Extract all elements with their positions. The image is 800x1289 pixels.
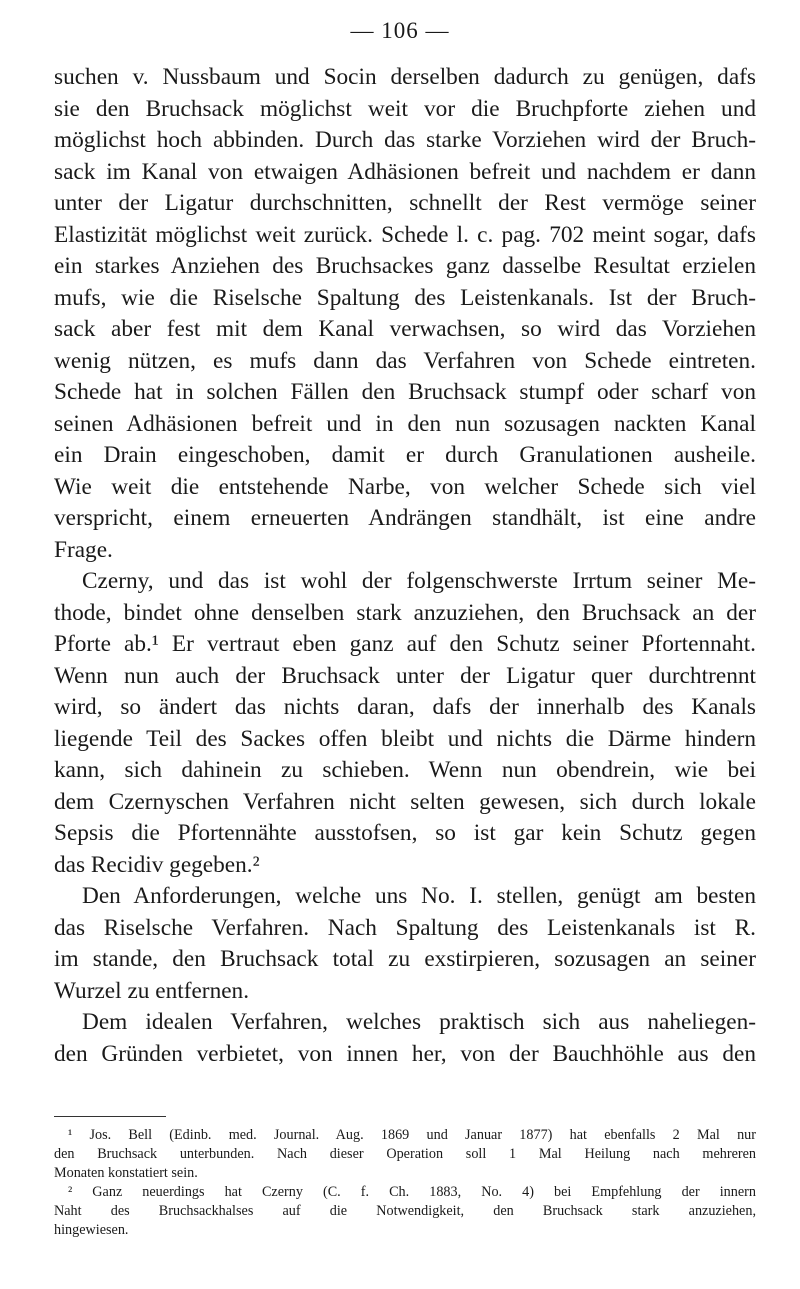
text-line: wird, so ändert das nichts daran, dafs der innerhalb des Kanals — [54, 694, 756, 720]
footnote-divider — [54, 1116, 166, 1117]
text-line: das Recidiv gegeben.² — [54, 851, 260, 878]
text-line: dem Czernyschen Verfahren nicht selten gewesen, sich durch lokale — [54, 788, 756, 815]
footnote-line: Monaten konstatiert sein. — [54, 1165, 198, 1181]
text-line: im stande, den Bruchsack total zu exstirpieren, sozusagen an seiner — [54, 946, 756, 972]
text-line: unter der Ligatur durchschnitten, schnellt der Rest vermöge seiner — [54, 190, 756, 216]
footnote-line: ² Ganz neuerdings hat Czerny (C. f. Ch. 1883, No. 4) bei Empfehlung der innern — [68, 1184, 756, 1200]
text-line: möglichst hoch abbinden. Durch das starke Vorziehen wird der Bruch- — [54, 127, 756, 153]
text-line: ein starkes Anziehen des Bruchsackes ganz dasselbe Resultat erzielen — [54, 253, 756, 279]
footnotes — [54, 1126, 756, 1240]
text-line: sack aber fest mit dem Kanal verwachsen, so wird das Vorziehen — [54, 316, 756, 342]
text-line: Wurzel zu entfernen. — [54, 977, 250, 1004]
text-line: Elastizität möglichst weit zurück. Schede l. c. pag. 702 meint sogar, dafs — [54, 221, 756, 248]
text-line: kann, sich dahinein zu schieben. Wenn nun obendrein, wie bei — [54, 757, 756, 783]
body-text — [54, 62, 756, 1070]
text-line: sie den Bruchsack möglichst weit vor die Bruchpforte ziehen und — [54, 95, 756, 122]
text-line: Dem idealen Verfahren, welches praktisch sich aus naheliegen- — [82, 1009, 756, 1035]
text-line: suchen v. Nussbaum und Socin derselben dadurch zu genügen, dafs — [54, 64, 756, 90]
footnote-line: ¹ Jos. Bell (Edinb. med. Journal. Aug. 1869 und Januar 1877) hat ebenfalls 2 Mal nur — [68, 1127, 756, 1143]
footnote-line: hingewiesen. — [54, 1222, 129, 1238]
text-line: das Riselsche Verfahren. Nach Spaltung des Leistenkanals ist R. — [54, 914, 756, 941]
text-line: Den Anforderungen, welche uns No. I. stellen, genügt am besten — [82, 883, 756, 909]
text-line: wenig nützen, es mufs dann das Verfahren von Schede eintreten. — [54, 347, 756, 374]
text-line: sack im Kanal von etwaigen Adhäsionen befreit und nachdem er dann — [54, 158, 756, 185]
text-line: den Gründen verbietet, von innen her, von der Bauchhöhle aus den — [54, 1040, 756, 1067]
page-number: — 106 — — [350, 18, 450, 43]
text-line: Wenn nun auch der Bruchsack unter der Ligatur quer durchtrennt — [54, 662, 756, 689]
text-line: liegende Teil des Sackes offen bleibt und nichts die Därme hindern — [54, 725, 756, 752]
text-line: Pforte ab.¹ Er vertraut eben ganz auf den Schutz seiner Pfortennaht. — [54, 631, 756, 657]
text-line: thode, bindet ohne denselben stark anzuziehen, den Bruchsack an der — [54, 599, 756, 626]
footnote-line: Naht des Bruchsackhalses auf die Notwendigkeit, den Bruchsack stark anzuziehen, — [54, 1203, 756, 1219]
text-line: Wie weit die entstehende Narbe, von welcher Schede sich viel — [54, 473, 756, 500]
text-line: seinen Adhäsionen befreit und in den nun sozusagen nackten Kanal — [54, 410, 756, 437]
text-line: ein Drain eingeschoben, damit er durch Granulationen ausheile. — [54, 442, 756, 468]
text-line: verspricht, einem erneuerten Andrängen standhält, ist eine andre — [54, 505, 756, 531]
text-line: Czerny, und das ist wohl der folgenschwerste Irrtum seiner Me- — [82, 568, 756, 594]
text-line: Schede hat in solchen Fällen den Bruchsack stumpf oder scharf von — [54, 379, 756, 405]
text-line: Sepsis die Pfortennähte ausstofsen, so ist gar kein Schutz gegen — [54, 820, 756, 846]
text-line: mufs, wie die Riselsche Spaltung des Leistenkanals. Ist der Bruch- — [54, 284, 756, 311]
text-line: Frage. — [54, 536, 113, 563]
footnote-line: den Bruchsack unterbunden. Nach dieser Operation soll 1 Mal Heilung nach mehreren — [54, 1146, 756, 1162]
